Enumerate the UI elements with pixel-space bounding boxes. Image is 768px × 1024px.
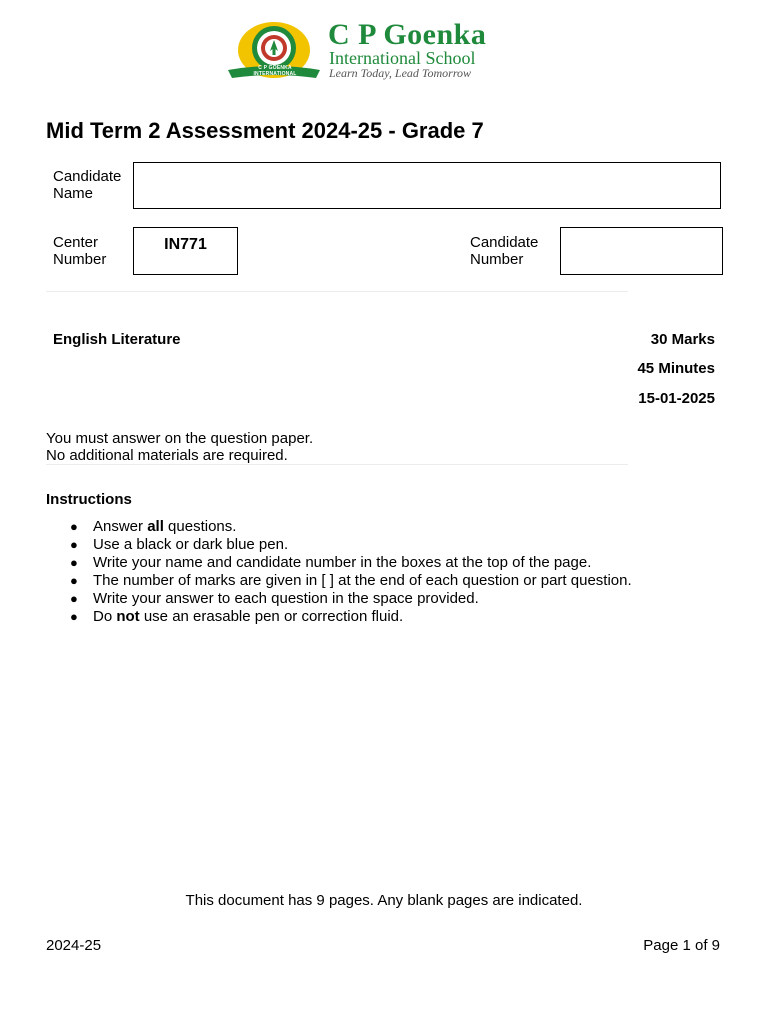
list-item: ● Write your name and candidate number in the boxes at the top of the page. [70, 554, 592, 571]
footer-year: 2024-25 [46, 937, 102, 954]
subject: English Literature [53, 331, 181, 348]
note-no-materials: No additional materials are required. [46, 447, 288, 464]
school-tagline: Learn Today, Lead Tomorrow [329, 66, 472, 80]
page-number: Page 1 of 9 [643, 937, 720, 954]
page-title: Mid Term 2 Assessment 2024-25 - Grade 7 [46, 118, 484, 143]
candidate-name-label: Candidate Name [53, 168, 122, 202]
bullet-icon: ● [70, 573, 78, 588]
candidate-number-label: Candidate Number [470, 234, 539, 268]
bullet-icon: ● [70, 519, 78, 534]
candidate-number-field[interactable] [560, 227, 723, 275]
candidate-name-field[interactable] [133, 162, 721, 209]
bullet-icon: ● [70, 609, 78, 624]
exam-date: 15-01-2025 [638, 390, 715, 407]
center-number-label: Center Number [53, 234, 107, 268]
emblem-banner-text: C P GOENKA INTERNATIONAL [253, 65, 297, 77]
list-item: ● Write your answer to each question in the space provided. [70, 590, 479, 607]
list-item: ● Use a black or dark blue pen. [70, 536, 289, 553]
duration: 45 Minutes [637, 360, 715, 377]
list-item: ● Do not use an erasable pen or correction fluid. [70, 608, 404, 625]
bullet-icon: ● [70, 555, 78, 570]
total-marks: 30 Marks [650, 331, 715, 348]
pages-note: This document has 9 pages. Any blank pages are indicated. [185, 892, 583, 909]
divider [46, 464, 628, 465]
school-name: C P Goenka [328, 18, 487, 51]
instructions-heading: Instructions [46, 491, 132, 508]
divider [46, 291, 628, 292]
center-number-field[interactable]: IN771 [133, 227, 238, 275]
instructions-list [46, 518, 726, 626]
note-answer-on-paper: You must answer on the question paper. [46, 430, 314, 447]
list-item: ● Answer all questions. [70, 518, 237, 535]
bullet-icon: ● [70, 591, 78, 606]
school-subtitle: International School [329, 48, 476, 68]
bullet-icon: ● [70, 537, 78, 552]
list-item: ● The number of marks are given in [ ] at the end of each question or part question. [70, 572, 632, 589]
